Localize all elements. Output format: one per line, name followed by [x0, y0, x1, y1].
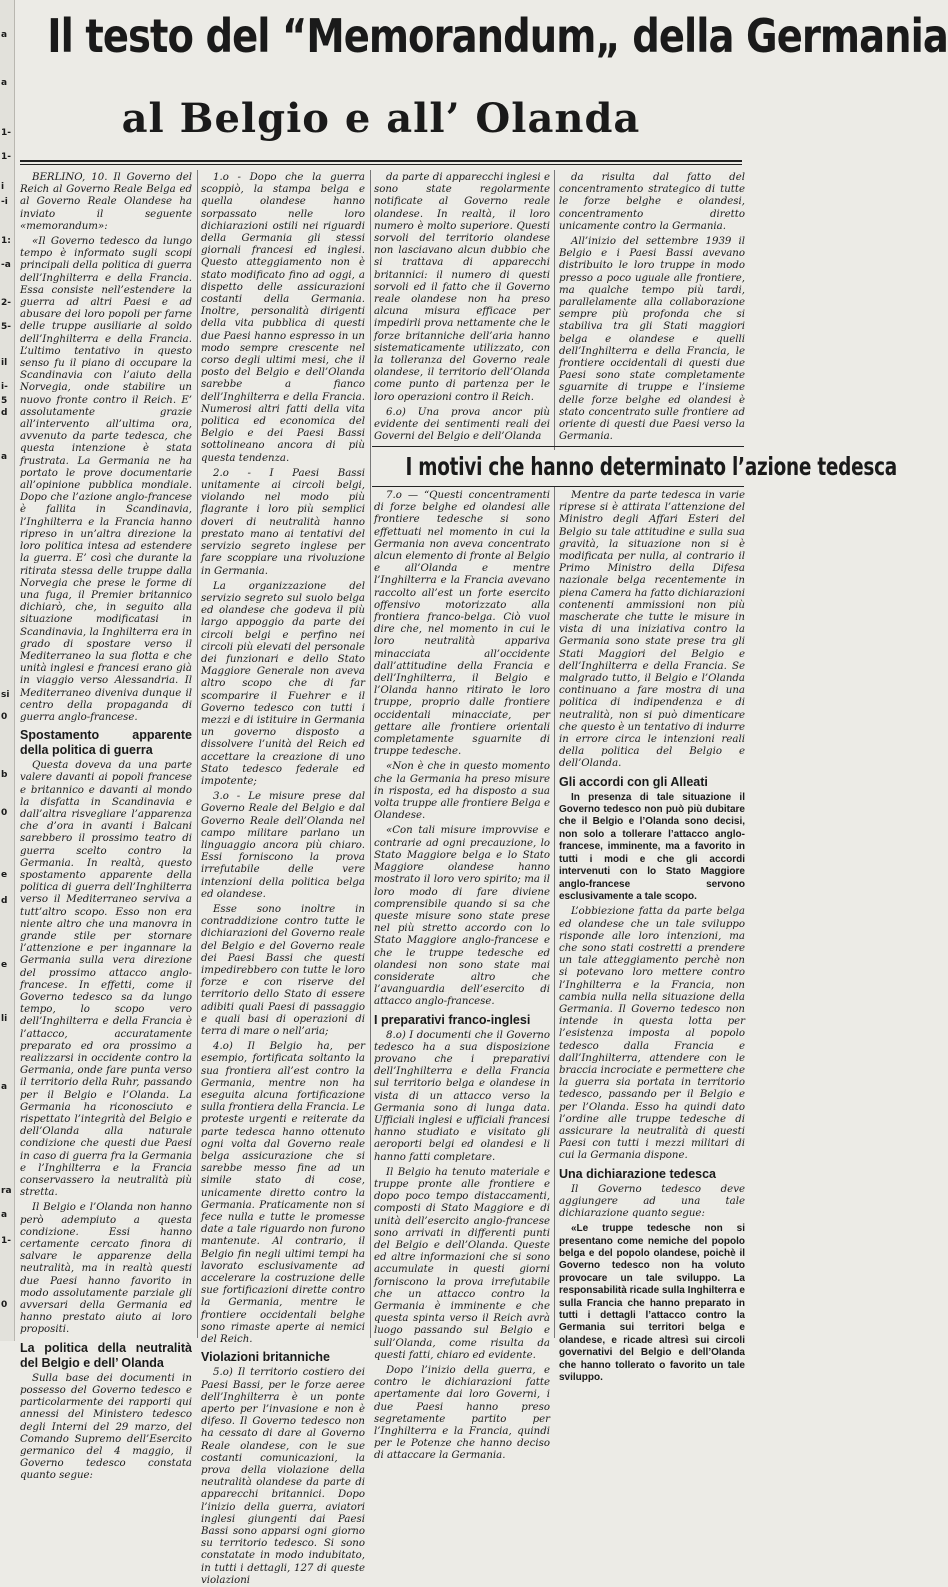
subheading: Spostamento apparente della politica di guerra — [20, 728, 192, 758]
paragraph: Questa doveva da una parte valere davanti ai popoli francese e britannico e davanti al mondo la disfatta in Scandinavia e dall’altra risvegliare l’apparenza che d’ora in avanti i Balcani sarebbero il prossimo teatro di guerra scelto contro la Germania. In realtà, questo spostamento apparente della politica di guerra dell’Inghilterra verso il Mediterraneo serviva a tutt’altro scopo. Esso non era niente altro che una manovra in grande stile per stornare l’attenzione e per ingannare la Germania sulla vera direzione del prossimo attacco anglo-francese. In effetti, come il Governo tedesco sa da lungo tempo, lo scopo vero dell’Inghilterra e della Francia è l’attacco, accuratamente preparato ed ora prossimo a realizzarsi in occidente contro la Germania, onde fare punta verso il territorio della Ruhr, passando per il Belgio e l’Olanda. La Germania ha riconosciuto e rispettato l’integrità del Belgio e dell’Olanda alla naturale condizione che questi due Paesi in caso di guerra fra la Germania e l’Inghilterra e la Francia conservassero la neutralità più stretta. — [20, 760, 192, 1199]
column-divider — [554, 486, 555, 1338]
bold-paragraph: «Le truppe tedesche non si presentano come nemiche del popolo belga e del popolo olandese, poichè il Governo tedesco non ha voluto provocare un tale sviluppo. La responsabilità ricade sulla Inghilterra e sulla Francia che hanno preparato in tutti i dettagli l’attacco contro la Germania sui territori belga e olandese, e ricade altresì sui circoli governativi del Belgio e dell’Olanda che hanno tollerato o favorito un tale sviluppo. — [559, 1223, 745, 1384]
paragraph: Dopo l’inizio della guerra, e contro le dichiarazioni fatte apertamente dai loro Governi, i due Paesi hanno preso segretamente partito per l’Inghilterra e la Francia, quindi per le Potenze che hanno deciso di attaccare la Germania. — [374, 1365, 550, 1462]
paragraph: BERLINO, 10. Il Governo del Reich al Governo Reale Belga ed al Governo Reale Olandese ha inviato il seguente «memorandum»: — [20, 172, 192, 232]
subheading: La politica della neutralità del Belgio e dell’ Olanda — [20, 1340, 192, 1370]
paragraph: 1.o - Dopo che la guerra scoppiò, la stampa belga e quella olandese hanno sorpassato nelle loro dichiarazioni ostili nei riguardi della Germania gli stessi giornali francesi ed inglesi. Questo atteggiamento non è stato modificato fino ad oggi, a dispetto delle assicurazioni costanti della Germania. Inoltre, personalità dirigenti della vita pubblica di questi due Paesi hanno espresso in un modo sempre crescente nel corso degli ultimi mesi, che il posto del Belgio e dell’Olanda sarebbe a fianco dell’Inghilterra e della Francia. Numerosi altri fatti della vita politica ed economica del Belgio e dei Paesi Bassi sottolineano ancora di più questa tendenza. — [201, 172, 365, 464]
paragraph: 8.o) I documenti che il Governo tedesco ha a sua disposizione provano che i preparativi dell’Inghilterra e della Francia sul territorio belga e olandese in vista di un attacco verso la Germania sono di lunga data. Ufficiali inglesi e ufficiali francesi hanno studiato e visitato gli aeroporti belgi ed olandesi e li hanno fatti completare. — [374, 1029, 550, 1163]
paragraph: 4.o) Il Belgio ha, per esempio, fortificata soltanto la sua frontiera all’est contro la Germania, mentre non ha eseguita alcuna fortificazione sulla frontiera della Francia. Le proteste urgenti e reiterate da parte tedesca hanno ottenuto ogni volta dal Governo reale belga assicurazione che si sarebbe messo fine ad un simile stato di cose, unicamente diretto contro la Germania. Praticamente non si fece nulla e tutte le promesse date a tale riguardo non furono mantenute. Al contrario, il Belgio fin negli ultimi tempi ha lavorato esclusivamente ad accelerare la costruzione delle sue fortificazioni dirette contro la Germania, mentre le frontiere occidentali belghe sono rimaste aperte ai nemici del Reich. — [201, 1041, 365, 1346]
paragraph: da parte di apparecchi inglesi e sono state regolarmente notificate al Governo reale olandese. In realtà, il loro numero è molto superiore. Questi sorvoli del territorio olandese non lasciavano alcun dubbio che si trattava di apparecchi britannici: il numero di questi sorvoli ed il fatto che il Governo reale olandese non ha preso alcuna misura efficace per impedirli prova nettamente che le forze britanniche dell’aria hanno sistematicamente utilizzato, con la tolleranza del Governo reale olandese, il territorio dell’Olanda come punto di partenza per le loro operazioni contro il Reich. — [374, 172, 550, 403]
paragraph: L’obbiezione fatta da parte belga ed olandese che un tale sviluppo risponde alle loro intenzioni, ma che sono stati costretti a prendere un tale atteggiamento perchè non si potevano loro mettere contro l’Inghilterra e la Francia, non cambia nulla nella situazione della Germania. Il Governo tedesco non intende in questa lotta per l’esistenza imposta al popolo tedesco dalla Francia e dall’Inghilterra, attendere con le braccia incrociate e permettere che la guerra sia portata in territorio tedesco, passando per il Belgio e per l’Olanda. Esso ha quindi dato l’ordine alle truppe tedesche di assicurare la neutralità di questi Paesi con tutti i mezzi militari di cui la Germania dispone. — [559, 906, 745, 1162]
margin-fragment: 5- — [1, 322, 11, 332]
margin-fragment: e — [1, 870, 8, 880]
article-column-3 — [374, 172, 550, 446]
subheading: Violazioni britanniche — [201, 1350, 330, 1365]
margin-fragment: 1- — [1, 152, 11, 162]
paragraph: 7.o — “Questi concentramenti di forze belghe ed olandesi alle frontiere tedesche si sono effettuati nel momento in cui la Germania non aveva concentrato alcun elemento di fronte al Belgio e all’Olanda e mentre l’Inghilterra e la Francia avevano raccolto all’est un forte esercito offensivo motorizzato alla frontiera franco-belga. Ciò vuol dire che, nel momento in cui le loro neutralità appariva minacciata all’occidente dall’attitudine della Francia e dell’Inghilterra, il Belgio e l’Olanda hanno ritirato le loro truppe, proprio dalle frontiere occidentali minacciate, per gettare alle frontiere orientali completamente sguarnite di truppe tedesche. — [374, 490, 550, 758]
paragraph: Il Belgio e l’Olanda non hanno però adempiuto a questa condizione. Essi hanno certamente cercato finora di salvare le apparenze della neutralità, ma in realtà questi due Paesi hanno favorito in modo assolutamente parziale gli avversari della Germania ed hanno prestato aiuto ai loro propositi. — [20, 1202, 192, 1336]
paragraph: «Con tali misure improvvise e contrarie ad ogni precauzione, lo Stato Maggiore belga e lo Stato Maggiore olandese hanno mostrato il loro vero spirito; ma il loro modo di fare diviene comprensibile quando si sa che queste misure sono state prese nel più stretto accordo con lo Stato Maggiore anglo-francese e che le truppe tedesche ed olandesi non sono state mai considerate altro che l’avanguardia dell’esercito di attacco anglo-francese. — [374, 825, 550, 1008]
article-column-2 — [201, 172, 365, 1586]
column-divider — [554, 170, 555, 450]
margin-fragment: 2- — [1, 298, 11, 308]
margin-fragment: 1- — [1, 1236, 11, 1246]
margin-fragment: 0 — [1, 1300, 8, 1310]
section-rule-top — [372, 446, 744, 447]
sub-headline: al Belgio e all’ Olanda — [121, 95, 641, 142]
main-headline: Il testo del “Memorandum„ della Germania — [47, 9, 948, 63]
article-column-4 — [559, 172, 745, 446]
margin-fragment: d — [1, 408, 8, 418]
bold-paragraph: In presenza di tale situazione il Governo tedesco non può più dubitare che il Belgio e l’Olanda sono decisi, non solo a tollerare l’attacco anglo-francese, imminente, ma a favorito in tutti i modi e che gli accordi intervenuti con lo Stato Maggiore anglo-francese servono esclusivamente a tale scopo. — [559, 791, 745, 902]
margin-fragment: a — [1, 452, 8, 462]
article-column-5 — [374, 490, 550, 1462]
paragraph: 5.o) Il territorio costiero dei Paesi Bassi, per le forze aeree dell’Inghilterra è un ponte aperto per l’invasione e non è difeso. Il Governo tedesco non ha cessato di dare al Governo Reale olandese, con le sue costanti comunicazioni, la prova della violazione della neutralità olandese da parte di apparecchi britannici. Dopo l’inizio della guerra, aviatori inglesi giungenti dai Paesi Bassi sono apparsi ogni giorno su territorio tedesco. Si sono constatate in modo indubitato, in tutti i dettagli, 127 di queste violazioni — [201, 1367, 365, 1586]
headline-rule-thin — [20, 164, 742, 165]
margin-fragment: -i — [1, 197, 8, 207]
headline-rule — [20, 160, 742, 162]
margin-fragment: ra — [1, 1186, 12, 1196]
article-column-6 — [559, 490, 745, 1384]
paragraph: 2.o - I Paesi Bassi unitamente ai circoli belgi, violando nel modo più flagrante i loro più semplici doveri di neutralità hanno prestato mano ai tentativi del servizio segreto inglese per fare scoppiare una rivoluzione in Germania. — [201, 467, 365, 577]
paragraph: Il Belgio ha tenuto materiale e truppe pronte alle frontiere e dopo poco tempo distaccamenti, composti di Stato Maggiore e di unità dell’esercito anglo-francese sono arrivati in differenti punti del Belgio e dell’Olanda. Queste ed altre informazioni che si sono accumulate in questi giorni forniscono la prova irrefutabile che un attacco contro la Germania è imminente e che questa spinta verso il Reich avrà luogo passando sul Belgio e sull’Olanda, come risulta da questi fatti, chiaro ed evidente. — [374, 1166, 550, 1361]
margin-fragment: 1: — [1, 236, 11, 246]
margin-fragment: a — [1, 30, 8, 40]
paragraph: 3.o - Le misure prese dal Governo Reale del Belgio e dal Governo Reale dell’Olanda nel campo militare parlano un linguaggio ancora più chiaro. Essi forniscono la prova irrefutabile delle vere intenzioni della politica belga ed olandese. — [201, 791, 365, 900]
margin-fragment: b — [1, 770, 8, 780]
paragraph: Mentre da parte tedesca in varie riprese si è attirata l’attenzione del Ministro degli Affari Esteri del Belgio su tale attitudine e sulla sua gravità, la situazione non si è modificata per nulla, al contrario il Primo Ministro della Difesa nazionale belga recentemente in piena Camera ha fatto dichiarazioni contenenti ammissioni non più mascherate che tutte le misure in vista di una iniziativa contro la Germania sono state prese tra gli Stati Maggiori del Belgio e dell’Inghilterra e della Francia. Se malgrado tutto, il Belgio e l’Olanda continuano a fare mostra di una politica di indipendenza e di neutralità, non si può dimenticare che questo è un tentativo di indurre in errore circa le intenzioni reali della politica del Belgio e dell’Olanda. — [559, 490, 745, 770]
margin-fragment: a — [1, 78, 8, 88]
article-column-1 — [20, 172, 192, 1482]
paragraph: da risulta dal fatto del concentramento strategico di tutte le forze belghe e olandesi, concentramento diretto unicamente contro la Germania. — [559, 172, 745, 232]
column-divider — [197, 170, 198, 1338]
paragraph: Esse sono inoltre in contraddizione contro tutte le dichiarazioni del Governo reale del Belgio e del Governo reale dei Paesi Bassi che questi impedirebbero con tutte le loro forze e con riserve del territorio dello Stato di essere adibiti quali Paesi di passaggio e quali basi di operazioni di terra di mare o nell’aria; — [201, 903, 365, 1038]
margin-fragment: a — [1, 1082, 8, 1092]
paragraph: Sulla base dei documenti in possesso del Governo tedesco e particolarmente dei rapporti qui annessi del Ministero tedesco degli Interni del 29 marzo, del Comando Supremo dell’Esercito germanico del 4 maggio, il Governo tedesco constata quanto segue: — [20, 1372, 192, 1482]
margin-fragment: 0 — [1, 808, 8, 818]
margin-fragment: li — [1, 1014, 8, 1024]
subheading: Gli accordi con gli Alleati — [559, 774, 708, 789]
margin-fragment: i — [1, 182, 5, 192]
column-divider — [370, 170, 371, 1338]
margin-fragment: 5 — [1, 396, 8, 406]
paragraph: 6.o) Una prova ancor più evidente dei sentimenti reali dei Governi del Belgio e dell’Olanda — [374, 406, 550, 443]
left-margin-strip — [0, 0, 15, 1341]
paragraph: «Non è che in questo momento che la Germania ha preso misure in risposta, ed ha disposto a sua volta truppe alle frontiere Belga e Olandese. — [374, 761, 550, 822]
section-title: I motivi che hanno determinato l’azione tedesca — [405, 452, 898, 481]
paragraph: «Il Governo tedesco da lungo tempo è informato sugli scopi principali della politica di guerra dell’Inghilterra e della Francia. Essa consiste nell’estendere la guerra ad altri Paesi e ad abusare dei loro popoli per farne delle truppe ausiliarie al soldo dell’Inghilterra e della Francia. L’ultimo tentativo in questo senso fu il piano di occupare la Scandinavia con l’aiuto della Norvegia, onde stabilire un nuovo fronte contro il Reich. E’ assolutamente grazie all’intervento all’ultima ora, avvenuto da parte tedesca, che questa intenzione è stata frustrata. La Germania ne ha portato le prove documentarie all’opinione pubblica mondiale. Dopo che l’azione anglo-francese è fallita in Scandinavia, l’Inghilterra e la Francia hanno ripreso in un’altra direzione la loro politica intesa ad estendere la guerra. E’ così che durante la ritirata stessa delle truppe dalla Norvegia che prese le forme di una fuga, il Premier britannico dichiarò, che, in seguito alla situazione modificatasi in Scandinavia, la Inghilterra era in grado di spostare verso il Mediterraneo la sua flotta e che unità inglesi e francesi erano già in viaggio verso Alessandria. Il Mediterraneo diveniva dunque il centro della propaganda di guerra anglo-francese. — [20, 236, 192, 723]
margin-fragment: il — [1, 358, 8, 368]
subheading: I preparativi franco-inglesi — [374, 1012, 531, 1027]
paragraph: Il Governo tedesco deve aggiungere ad una tale dichiarazione quanto segue: — [559, 1183, 745, 1219]
margin-fragment: d — [1, 896, 8, 906]
margin-fragment: e — [1, 960, 8, 970]
margin-fragment: 0 — [1, 712, 8, 722]
section-rule-bottom — [372, 486, 744, 487]
subheading: Una dichiarazione tedesca — [559, 1166, 717, 1181]
margin-fragment: a — [1, 1210, 8, 1220]
margin-fragment: si — [1, 690, 10, 700]
margin-fragment: 1- — [1, 128, 11, 138]
margin-fragment: i- — [1, 382, 8, 392]
paragraph: All’inizio del settembre 1939 il Belgio e i Paesi Bassi avevano distribuito le loro truppe in modo presso a poco uguale alle frontiere, ma qualche tempo più tardi, parallelamente alla collaborazione sempre più profonda che si stabiliva tra gli Stati maggiori belga e olandese e quelli dell’Inghilterra e della Francia, le frontiere occidentali di questi due Paesi sono state completamente sguarnite di truppe e l’insieme delle forze belghe ed olandesi è stato concentrato sulle frontiere ad oriente di questi due Paesi verso la Germania. — [559, 236, 745, 443]
margin-fragment: -a — [1, 260, 11, 270]
paragraph: La organizzazione del servizio segreto sul suolo belga ed olandese che godeva il più largo appoggio da parte dei circoli belgi e perfino nei circoli più elevati del personale dei funzionari e dello Stato Maggiore Generale non aveva altro scopo che di far scomparire il Fuehrer e il Governo tedesco con tutti i mezzi e di istituire in Germania un governo disposto a dissolvere l’unità del Reich ed accettare la creazione di uno Stato tedesco federale ed impotente; — [201, 580, 365, 787]
